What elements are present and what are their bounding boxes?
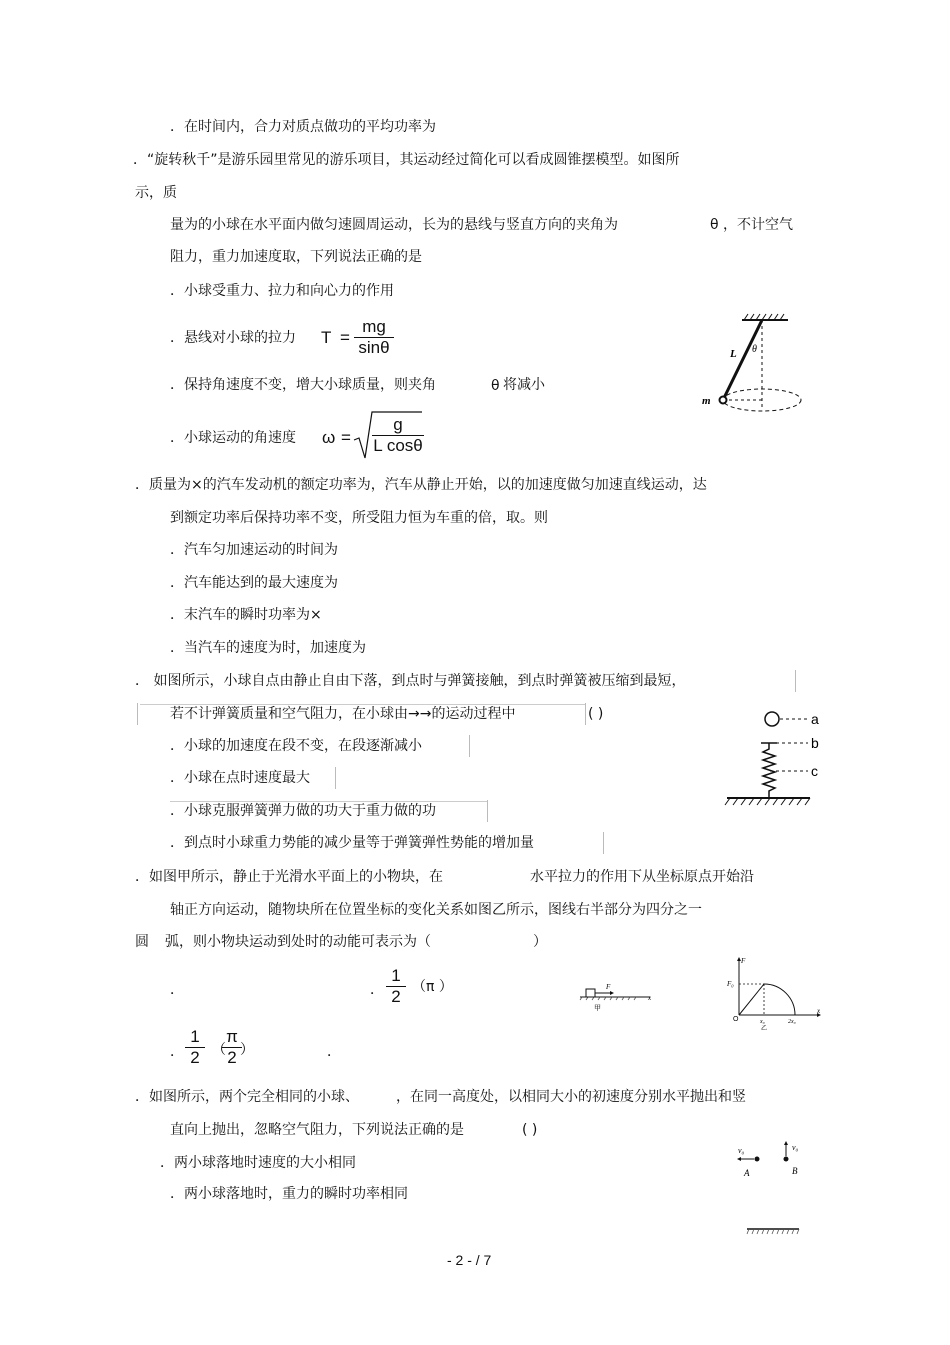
yi-label-O: O	[733, 1016, 739, 1023]
block-question-paren: ）	[533, 934, 547, 950]
spring-question-line1: ． 如图所示，小球自点由静止自由下落，到点时与弹簧接触，到点时弹簧被压缩到最短，	[135, 673, 686, 689]
swing-option-c-theta: θ	[491, 378, 500, 394]
block-option-c-fraction	[185, 1027, 205, 1068]
swing-option-b-eq: =	[340, 328, 350, 347]
table-rule	[170, 801, 487, 802]
block-option-a: ．	[170, 982, 184, 998]
jia-label-x: x	[648, 994, 652, 1002]
block-question-line2: 轴正方向运动，随物块所在位置坐标的变化关系如图乙所示，图线右半部分为四分之一	[170, 902, 702, 918]
car-option-a: ．汽车匀加速运动的时间为	[170, 542, 338, 558]
fraction-numerator: 1	[190, 1027, 200, 1046]
pendulum-label-theta: θ	[752, 344, 757, 355]
yi-label-F: F	[741, 957, 746, 965]
swing-option-d-eq: =	[341, 428, 351, 447]
table-rule	[140, 704, 585, 705]
prev-option-d: ．在时间内，合力对质点做功的平均功率为	[170, 119, 436, 135]
car-option-d: ．当汽车的速度为时，加速度为	[170, 640, 366, 656]
car-question-line2: 到额定功率后保持功率不变，所受阻力恒为车重的倍，取。则	[170, 510, 548, 526]
balls-option-b: ．两小球落地时，重力的瞬时功率相同	[170, 1186, 408, 1202]
block-option-b-fraction	[386, 966, 406, 1007]
block-figure-jia	[580, 980, 655, 1020]
balls-question-line1-tail: ，在同一高度处，以相同大小的初速度分别水平抛出和竖	[396, 1089, 746, 1105]
yi-label-F0: F₀	[727, 980, 734, 988]
table-rule	[469, 735, 470, 757]
swing-option-d-fraction	[372, 415, 424, 456]
swing-option-b-fraction	[354, 317, 394, 358]
yi-caption: 乙	[761, 1025, 768, 1032]
swing-option-b-lhs: T	[321, 328, 332, 347]
paren-close: ）	[240, 1042, 254, 1058]
spring-label-b: b	[811, 735, 819, 751]
car-question-line1: ．质量为×的汽车发动机的额定功率为，汽车从静止开始，以的加速度做匀加速直线运动，达	[135, 477, 707, 493]
car-option-b: ．汽车能达到的最大速度为	[170, 575, 338, 591]
fraction-denominator: sinθ	[354, 337, 394, 358]
table-rule	[795, 670, 796, 692]
swing-option-d-lhs: ω	[322, 428, 336, 447]
car-option-c: ．末汽车的瞬时功率为×	[170, 607, 322, 623]
pendulum-label-m: m	[702, 395, 711, 407]
spring-option-b: ．小球在点时速度最大	[170, 770, 310, 786]
fraction-numerator: mg	[362, 317, 386, 336]
fraction-numerator: g	[393, 415, 403, 434]
block-question-line3-b: 弧，则小物块运动到处时的动能可表示为（	[165, 934, 431, 950]
balls-figure	[735, 1138, 810, 1243]
spring-option-a: ．小球的加速度在段不变，在段逐渐减小	[170, 738, 422, 754]
spring-label-c: c	[811, 763, 818, 779]
fraction-numerator: 1	[391, 966, 401, 985]
swing-option-a: ．小球受重力、拉力和向心力的作用	[170, 283, 394, 299]
fraction-denominator: 2	[185, 1047, 205, 1068]
table-rule	[137, 703, 138, 725]
swing-option-d: ．小球运动的角速度	[170, 430, 296, 446]
block-option-b: ．	[370, 982, 384, 998]
block-figure-yi	[725, 955, 825, 1030]
jia-caption: 甲	[594, 1004, 601, 1012]
block-option-b-tail: （π ）	[412, 979, 453, 995]
swing-question-line4: 阻力，重力加速度取，下列说法正确的是	[170, 249, 422, 265]
swing-question-line2: 示，质	[135, 185, 177, 201]
swing-question-line1: ．“旋转秋千”是游乐园里常见的游乐项目，其运动经过简化可以看成圆锥摆模型。如图所	[133, 152, 680, 168]
balls-label-v0-a: v₀	[738, 1146, 745, 1155]
block-option-d: ．	[327, 1044, 341, 1060]
paren-open: （	[212, 1042, 226, 1058]
spring-figure	[722, 705, 832, 810]
spring-question-line2: 若不计弹簧质量和空气阻力，在小球由→→的运动过程中	[170, 706, 516, 722]
spring-label-a: a	[811, 711, 819, 727]
balls-question-line1: ．如图所示，两个完全相同的小球、	[135, 1089, 359, 1105]
pendulum-label-L: L	[730, 348, 737, 360]
yi-label-2x0: 2x₀	[788, 1019, 796, 1025]
table-rule	[335, 767, 336, 789]
block-question-line1: ．如图甲所示，静止于光滑水平面上的小物块，在	[135, 869, 443, 885]
yi-label-x: x	[817, 1007, 821, 1015]
fraction-denominator: L cosθ	[373, 436, 423, 455]
block-option-c: ．	[170, 1044, 184, 1060]
fraction-numerator: π	[226, 1027, 238, 1046]
spring-option-c: ．小球克服弹簧弹力做的功大于重力做的功	[170, 803, 436, 819]
conical-pendulum-figure	[700, 312, 830, 422]
spring-question-paren: ( )	[588, 706, 604, 722]
page-number: - 2 - / 7	[447, 1252, 492, 1268]
table-rule	[585, 703, 586, 725]
swing-option-c-tail: 将减小	[503, 377, 545, 393]
jia-label-F: F	[606, 983, 611, 991]
spring-option-d: ．到点时小球重力势能的减少量等于弹簧弹性势能的增加量	[170, 835, 534, 851]
swing-question-line3: 量为的小球在水平面内做匀速圆周运动，长为的悬线与竖直方向的夹角为	[170, 217, 618, 233]
balls-label-B: B	[792, 1166, 798, 1176]
balls-label-A: A	[744, 1168, 750, 1178]
table-rule	[487, 800, 488, 822]
balls-question-line2: 直向上抛出，忽略空气阻力，下列说法正确的是	[170, 1122, 464, 1138]
block-question-line1-tail: 水平拉力的作用下从坐标原点开始沿	[530, 869, 754, 885]
swing-question-line3-theta: θ ，不计空气	[710, 217, 794, 233]
table-rule	[603, 832, 604, 854]
balls-option-a: ．两小球落地时速度的大小相同	[160, 1155, 356, 1171]
block-question-line3-a: 圆	[135, 934, 149, 950]
yi-label-x0: x₀	[760, 1019, 765, 1025]
block-option-c-inner-fraction	[222, 1027, 242, 1068]
balls-label-v0-b: v₀	[792, 1143, 799, 1152]
swing-option-c: ．保持角速度不变，增大小球质量，则夹角	[170, 377, 436, 393]
fraction-denominator: 2	[386, 986, 406, 1007]
balls-question-paren: ( )	[522, 1122, 538, 1138]
fraction-denominator: 2	[222, 1047, 242, 1068]
swing-option-b: ．悬线对小球的拉力	[170, 330, 296, 346]
